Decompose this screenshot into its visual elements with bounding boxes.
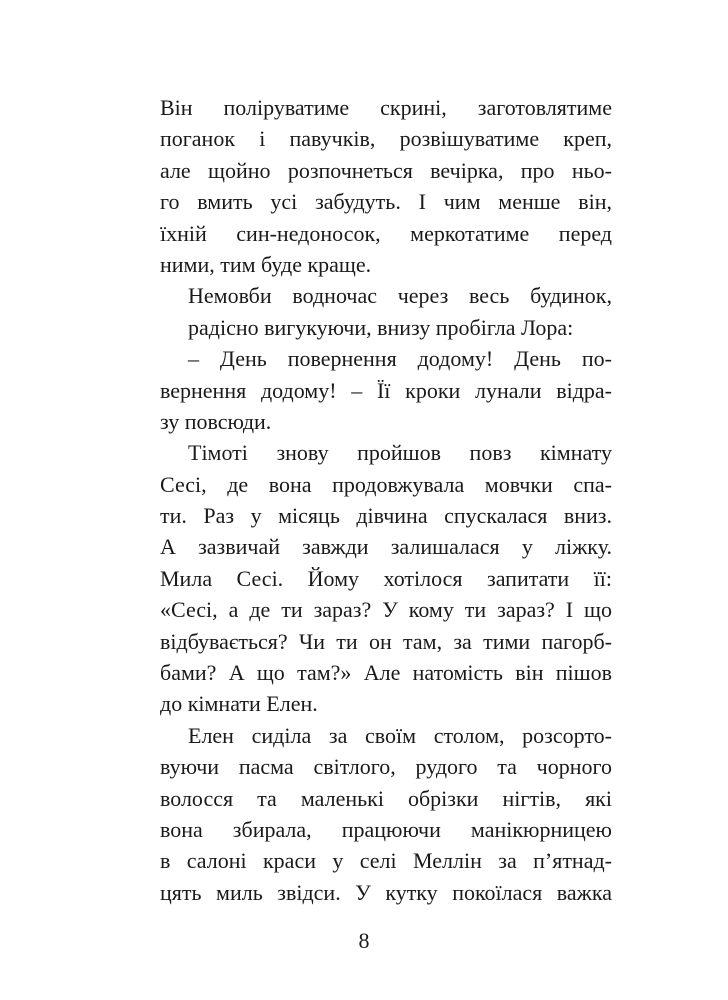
text-line: Елен сиділа за своїм столом, розсорто- xyxy=(188,722,612,748)
text-line: А зазвичай завжди залишалася у ліжку. xyxy=(160,534,612,560)
text-line: в салоні краси у селі Меллін за п’ятнад- xyxy=(160,848,612,874)
text-line: вона збирала, працюючи манікюрницею xyxy=(160,816,612,842)
text-line: вуючи пасма світлого, рудого та чорного xyxy=(160,754,612,780)
text-line: їхній син-недоносок, меркотатиме перед xyxy=(160,220,612,246)
text-line: зу повсюди. xyxy=(160,408,272,434)
text-line: ними, тим буде краще. xyxy=(160,251,372,277)
text-line: до кімнати Елен. xyxy=(160,691,318,717)
text-line: го вмить усі забудуть. І чим менше він, xyxy=(160,189,612,215)
text-line: вернення додому! – Її кроки лунали відра- xyxy=(160,377,612,403)
text-line: відбувається? Чи ти он там, за тими пагорб- xyxy=(160,628,612,654)
text-line: ти. Раз у місяць дівчина спускалася вниз. xyxy=(160,503,612,529)
text-line: волосся та маленькі обрізки нігтів, які xyxy=(160,785,612,811)
text-line: «Сесі, а де ти зараз? У кому ти зараз? І що xyxy=(160,597,612,623)
text-line: цять миль звідси. У кутку покоїлася важка xyxy=(160,879,612,905)
text-line: Сесі, де вона продовжувала мовчки спа- xyxy=(160,471,612,497)
text-line: поганок і павучків, розвішуватиме креп, xyxy=(160,126,612,152)
text-line: бами? А що там?» Але натомість він пішов xyxy=(160,660,612,686)
text-line: радісно вигукуючи, внизу пробігла Лора: xyxy=(188,314,574,340)
text-line: – День повернення додому! День по- xyxy=(188,346,612,372)
text-line: Він поліруватиме скрині, заготовлятиме xyxy=(160,95,612,120)
text-line: але щойно розпочнеться вечірка, про ньо- xyxy=(160,157,612,183)
text-line: Немовби водночас через весь будинок, xyxy=(188,283,612,309)
body-text xyxy=(160,92,612,908)
text-line: Тімоті знову пройшов повз кімнату xyxy=(188,440,612,466)
text-line: Мила Сесі. Йому хотілося запитати її: xyxy=(160,565,612,591)
page-number: 8 xyxy=(358,928,370,953)
